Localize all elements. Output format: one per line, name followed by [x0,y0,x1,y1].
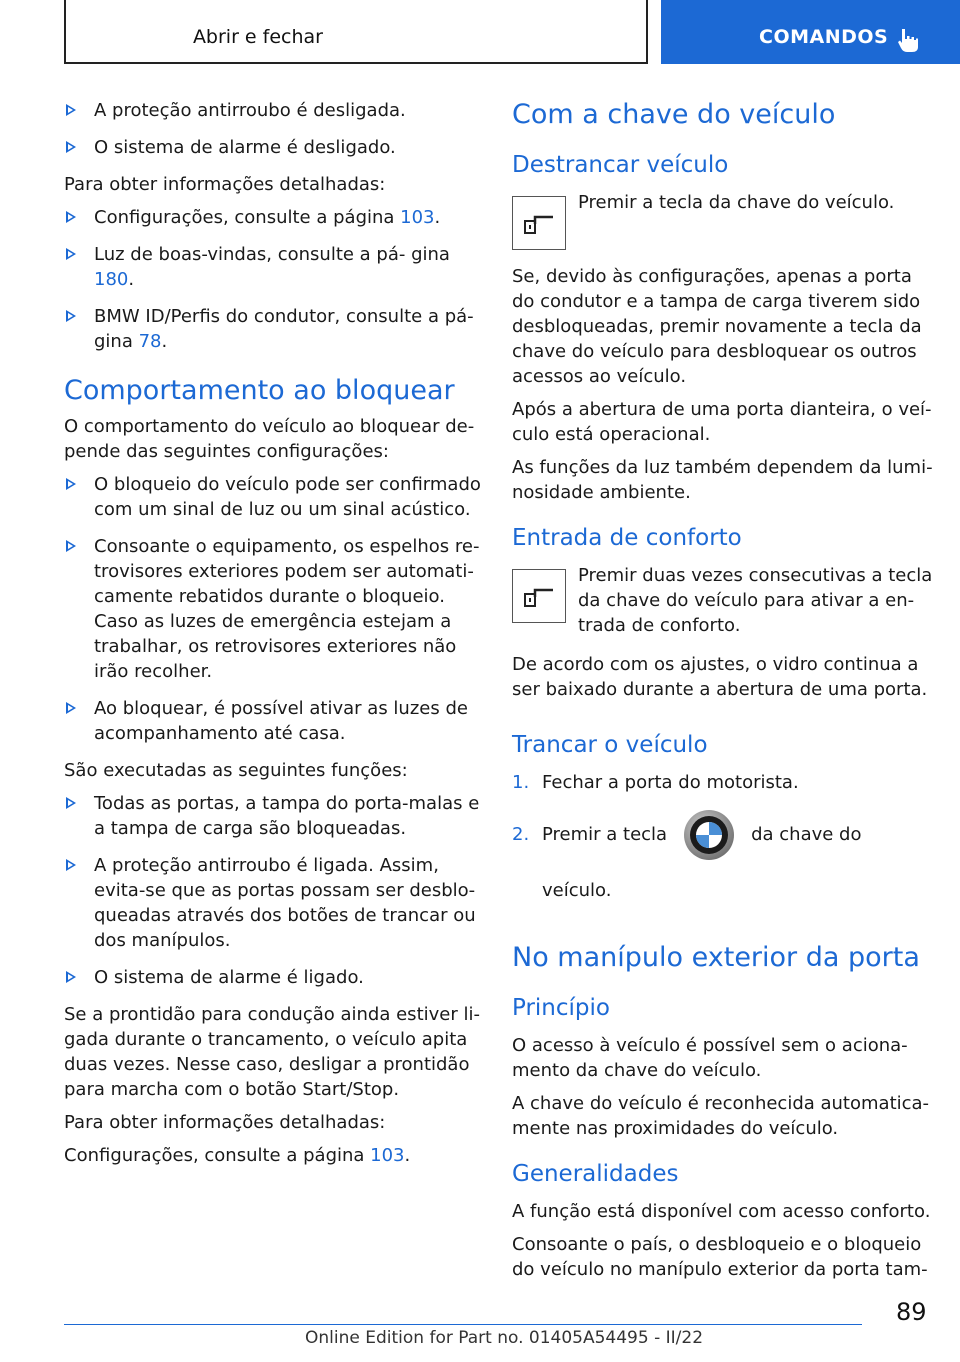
paragraph: A chave do veículo é reconhecida automatica‐ mente nas proximidades do veículo. [512,1093,930,1139]
list-item: O sistema de alarme é ligado. [64,965,484,990]
list-item: Todas as portas, a tampa do porta-malas e a tampa de carga são bloqueadas. [64,791,484,841]
paragraph: São executadas as seguintes funções: [64,760,408,781]
paragraph: Para obter informações detalhadas: [64,1112,386,1133]
paragraph: As funções da luz também dependem da lumi‐ nosidade ambiente. [512,457,933,503]
paragraph: Se, devido às configurações, apenas a porta do condutor e a tampa de carga tiverem sido desbloqueadas, premir novamente a tecla da chave do veículo para desbloquear os outros acessos ao veículo. [512,266,922,387]
pointing-hand-icon [897,27,919,53]
triangle-bullet-icon [66,248,76,260]
page-link[interactable]: 180 [94,269,129,290]
unlock-key-button-icon [512,569,566,623]
subsection-heading: Destrancar veículo [512,152,729,178]
subsection-heading: Princípio [512,995,610,1021]
footer-divider [64,1324,862,1325]
triangle-bullet-icon [66,859,76,871]
list-item: Consoante o equipamento, os espelhos re‐ trovisores exteriores podem ser automati‐ camente rebatidos durante o bloqueio. Caso as luzes de emergência estejam a trabalhar, os retrovisores exteriores não irão recolher. [64,534,484,684]
list-item: O sistema de alarme é desligado. [64,135,484,160]
triangle-bullet-icon [66,478,76,490]
list-item: A proteção antirroubo é desligada. [64,98,484,123]
numbered-step: 2. Premir a tecla da chave do veículo. [512,807,936,919]
triangle-bullet-icon [66,211,76,223]
header-chapter-tab[interactable] [661,0,960,64]
unlock-key-button-icon [512,196,566,250]
numbered-step: 1. Fechar a porta do motorista. [512,772,799,793]
subsection-heading: Trancar o veículo [512,732,708,758]
triangle-bullet-icon [66,797,76,809]
paragraph: Consoante o país, o desbloqueio e o bloqueio do veículo no manípulo exterior da porta tam‐ [512,1234,928,1280]
right-column [512,98,936,1290]
subsection-heading: Generalidades [512,1161,679,1187]
key-instruction: Premir a tecla da chave do veículo. [512,190,936,250]
list-item: A proteção antirroubo é ligada. Assim, evita-se que as portas possam ser desblo‐ queadas através dos botões de trancar ou dos manípulos. [64,853,484,953]
page-link[interactable]: 103 [400,207,435,228]
section-heading: No manípulo exterior da porta [512,942,920,973]
triangle-bullet-icon [66,702,76,714]
page-link[interactable]: 78 [138,331,162,352]
paragraph: De acordo com os ajustes, o vidro continua a ser baixado durante a abertura de uma porta. [512,654,928,700]
page-number: 89 [896,1298,927,1326]
footer-edition: Online Edition for Part no. 01405A54495 - II/22 [305,1328,704,1348]
list-item: Configurações, consulte a página 103. [64,205,484,230]
section-heading: Com a chave do veículo [512,99,836,130]
paragraph: O comportamento do veículo ao bloquear de‐ pende das seguintes configurações: [64,416,475,462]
list-item: BMW ID/Perfis do condutor, consulte a pá‐ gina 78. [64,304,484,354]
bmw-logo-icon [683,809,735,861]
paragraph: Após a abertura de uma porta dianteira, o veí‐ culo está operacional. [512,399,932,445]
triangle-bullet-icon [66,141,76,153]
triangle-bullet-icon [66,104,76,116]
paragraph: O acesso à veículo é possível sem o aciona‐ mento da chave do veículo. [512,1035,908,1081]
paragraph: Para obter informações detalhadas: [64,174,386,195]
list-item: O bloqueio do veículo pode ser confirmado com um sinal de luz ou um sinal acústico. [64,472,484,522]
header-section-box [64,0,648,64]
subsection-heading: Entrada de conforto [512,525,742,551]
paragraph: A função está disponível com acesso conforto. [512,1201,931,1222]
left-column [64,98,484,1176]
triangle-bullet-icon [66,310,76,322]
paragraph: Se a prontidão para condução ainda estiver li‐ gada durante o trancamento, o veículo apita duas vezes. Nesse caso, desligar a prontidão para marcha com o botão Start/Stop. [64,1004,480,1100]
section-heading: Comportamento ao bloquear [64,375,455,406]
header-section-title: Abrir e fechar [192,26,323,48]
key-instruction: Premir duas vezes consecutivas a tecla da chave do veículo para ativar a en‐ trada de conforto. [512,563,936,638]
triangle-bullet-icon [66,540,76,552]
list-item: Ao bloquear, é possível ativar as luzes de acompanhamento até casa. [64,696,484,746]
triangle-bullet-icon [66,971,76,983]
header-chapter-label: COMANDOS [759,26,889,48]
list-item: Luz de boas-vindas, consulte a pá‐ gina 180. [64,242,484,292]
paragraph: Configurações, consulte a página 103. [64,1145,411,1166]
page-link[interactable]: 103 [370,1145,405,1166]
